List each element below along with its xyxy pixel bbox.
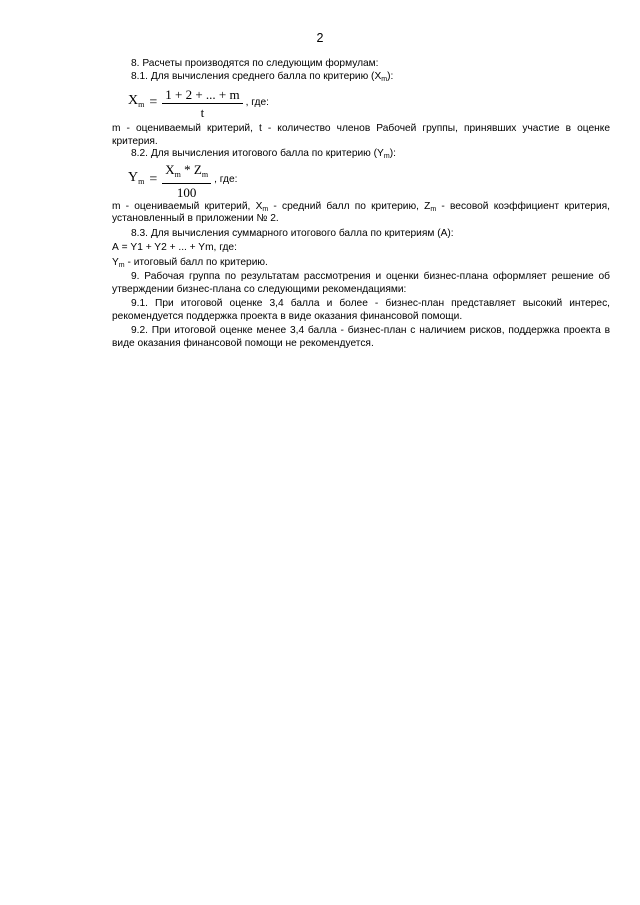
equals-sign: = xyxy=(149,94,158,110)
equals-sign: = xyxy=(149,172,158,188)
paragraph-9-1: 9.1. При итоговой оценке 3,4 балла и более - бизнес-план представляет высокий интерес, рекомендуется поддержка проекта в виде оказания финансовой помощи. xyxy=(112,298,610,322)
paragraph-8-1-close: ): xyxy=(387,70,394,82)
formula-total-score: А = Y1 + Y2 + ... + Ym, где: xyxy=(112,242,237,253)
paragraph-9-2: 9.2. При итоговой оценке менее 3,4 балла - бизнес-план с наличием рисков, поддержка проекта в виде оказания финансовой помощи не рекомендуется. xyxy=(112,325,610,349)
fraction-denominator: t xyxy=(200,104,205,120)
paragraph-8-2-text: 8.2. Для вычисления итогового балла по критерию (Y xyxy=(131,148,384,159)
paragraph-8-3: 8.3. Для вычисления суммарного итогового балла по критериям (А): xyxy=(131,227,454,239)
page-number: 2 xyxy=(316,31,324,45)
fraction-numerator: 1 + 2 + ... + m xyxy=(162,87,242,104)
paragraph-8: 8. Расчеты производятся по следующим формулам: xyxy=(131,58,379,69)
paragraph-8-2 xyxy=(112,148,610,161)
subscript: m xyxy=(118,261,125,269)
paragraph-8-3-legend xyxy=(112,257,610,270)
formula-variable: Z xyxy=(193,161,202,177)
formula-average-score xyxy=(128,85,610,121)
legend-variable: Y xyxy=(112,256,119,268)
formula-subscript: m xyxy=(138,177,145,187)
formula-variable: X xyxy=(165,161,175,177)
legend-text: - итоговый балл по критерию. xyxy=(124,256,268,268)
formula-subscript: m xyxy=(174,169,181,179)
fraction xyxy=(162,162,211,200)
subscript: m xyxy=(383,153,390,160)
legend-text: - средний балл по критерию, Z xyxy=(268,200,431,212)
formula-variable: X xyxy=(128,92,139,108)
formula-suffix: , где: xyxy=(214,174,238,186)
multiply-sign: * xyxy=(180,161,194,177)
formula-suffix: , где: xyxy=(245,96,269,108)
formula-lhs xyxy=(128,92,145,112)
document-body xyxy=(112,58,610,350)
subscript: m xyxy=(430,205,437,213)
legend-text: m - оцениваемый критерий, X xyxy=(112,200,263,212)
paragraph-8-1-text: 8.1. Для вычисления среднего балла по критерию (X xyxy=(131,70,382,82)
paragraph-8-2-close: ): xyxy=(389,148,396,159)
subscript: m xyxy=(262,205,269,213)
legend-text: - весовой коэффициент критерия, установленный в приложении № 2. xyxy=(112,200,610,224)
fraction-numerator xyxy=(162,162,211,184)
subscript: m xyxy=(381,75,388,83)
formula-final-score xyxy=(128,163,610,199)
formula-subscript: m xyxy=(201,169,209,179)
paragraph-8-1 xyxy=(112,71,610,84)
paragraph-8-1-legend: m - оцениваемый критерий, t - количество членов Рабочей группы, принявших участие в оценке критерия. xyxy=(112,123,610,147)
paragraph-8-2-legend xyxy=(112,201,610,226)
formula-variable: Y xyxy=(128,170,139,186)
paragraph-9: 9. Рабочая группа по результатам рассмотрения и оценки бизнес-плана оформляет решение об утверждении бизнес-плана со следующими рекомендациями: xyxy=(112,271,610,295)
formula-lhs xyxy=(128,172,144,189)
formula-subscript: m xyxy=(138,99,145,109)
fraction xyxy=(162,87,242,120)
fraction-denominator: 100 xyxy=(176,184,197,200)
